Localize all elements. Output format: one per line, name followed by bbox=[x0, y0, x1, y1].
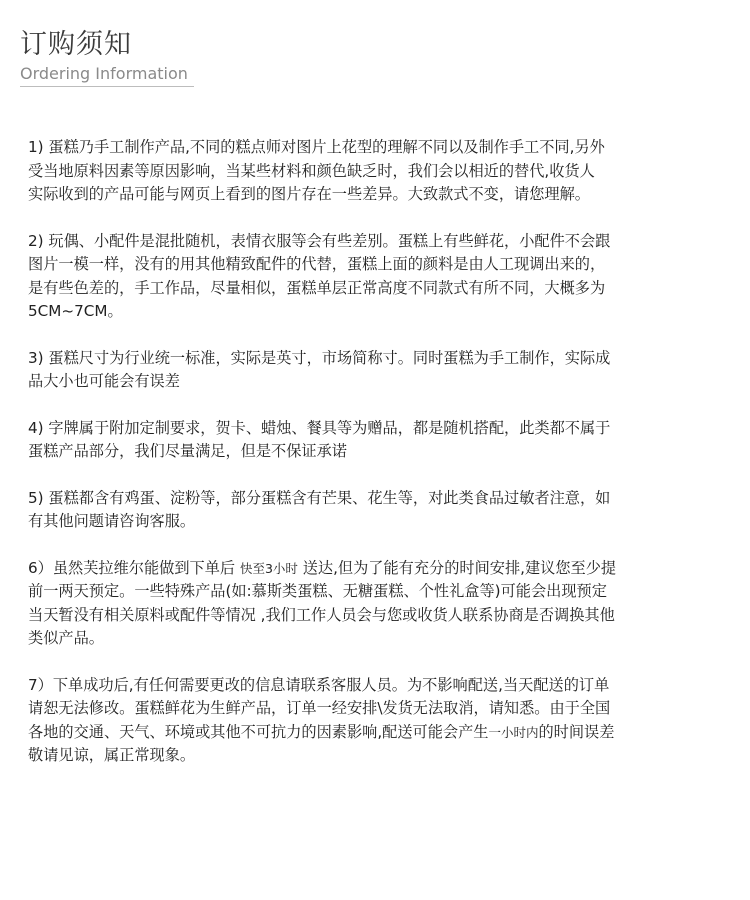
notice-item-6 bbox=[28, 557, 728, 651]
header bbox=[20, 28, 194, 87]
page-subtitle: Ordering Information bbox=[20, 64, 194, 87]
time-error-highlight: 一小时内 bbox=[488, 724, 539, 740]
notice-item-2: 2) 玩偶、小配件是混批随机，表情衣服等会有些差别。蛋糕上有些鲜花，小配件不会跟 图片一模一样，没有的用其他精致配件的代替，蛋糕上面的颜料是由人工现调出来的， 是有些色差的，手工作品，尽量相似，蛋糕单层正常高度不同款式有所不同，大概多为 5CM~7CM。 bbox=[28, 231, 611, 320]
notice-item-6-text-a: 6）虽然芙拉维尔能做到下单后 bbox=[28, 558, 240, 577]
notice-list bbox=[28, 136, 728, 791]
page-title: 订购须知 bbox=[20, 29, 132, 60]
notice-item-5: 5) 蛋糕都含有鸡蛋、淀粉等，部分蛋糕含有芒果、花生等，对此类食品过敏者注意，如 有其他问题请咨询客服。 bbox=[28, 488, 611, 530]
delivery-time-highlight: 快至3小时 bbox=[239, 560, 298, 576]
notice-item-4: 4) 字牌属于附加定制要求，贺卡、蜡烛、餐具等为赠品，都是随机搭配，此类都不属于 蛋糕产品部分，我们尽量满足，但是不保证承诺 bbox=[28, 418, 611, 460]
notice-item-6-text-b: 送达,但为了能有充分的时间安排,建议您至少提 前一两天预定。一些特殊产品(如:慕斯类蛋糕、无糖蛋糕、个性礼盒等)可能会出现预定 当天暂没有相关原料或配件等情况 ,我们工作人员会与您或收货人联系协商是否调换其他 类似产品。 bbox=[28, 558, 617, 647]
notice-item-7-text-a: 7）下单成功后,有任何需要更改的信息请联系客服人员。为不影响配送,当天配送的订单 请恕无法修改。蛋糕鲜花为生鲜产品，订单一经安排\发货无法取消，请知悉。由于全国 各地的交通、天气、环境或其他不可抗力的因素影响,配送可能会产生 bbox=[28, 675, 611, 741]
notice-item-7-text-b: 的时间误差 敬请见谅，属正常现象。 bbox=[28, 722, 615, 764]
notice-item-1: 1) 蛋糕乃手工制作产品,不同的糕点师对图片上花型的理解不同以及制作手工不同,另外 受当地原料因素等原因影响，当某些材料和颜色缺乏时，我们会以相近的替代,收货人 实际收到的产品可能与网页上看到的图片存在一些差异。大致款式不变，请您理解。 bbox=[28, 138, 605, 203]
notice-item-3: 3) 蛋糕尺寸为行业统一标准，实际是英寸，市场简称寸。同时蛋糕为手工制作，实际成 品大小也可能会有误差 bbox=[28, 348, 611, 390]
notice-item-7 bbox=[28, 674, 728, 768]
